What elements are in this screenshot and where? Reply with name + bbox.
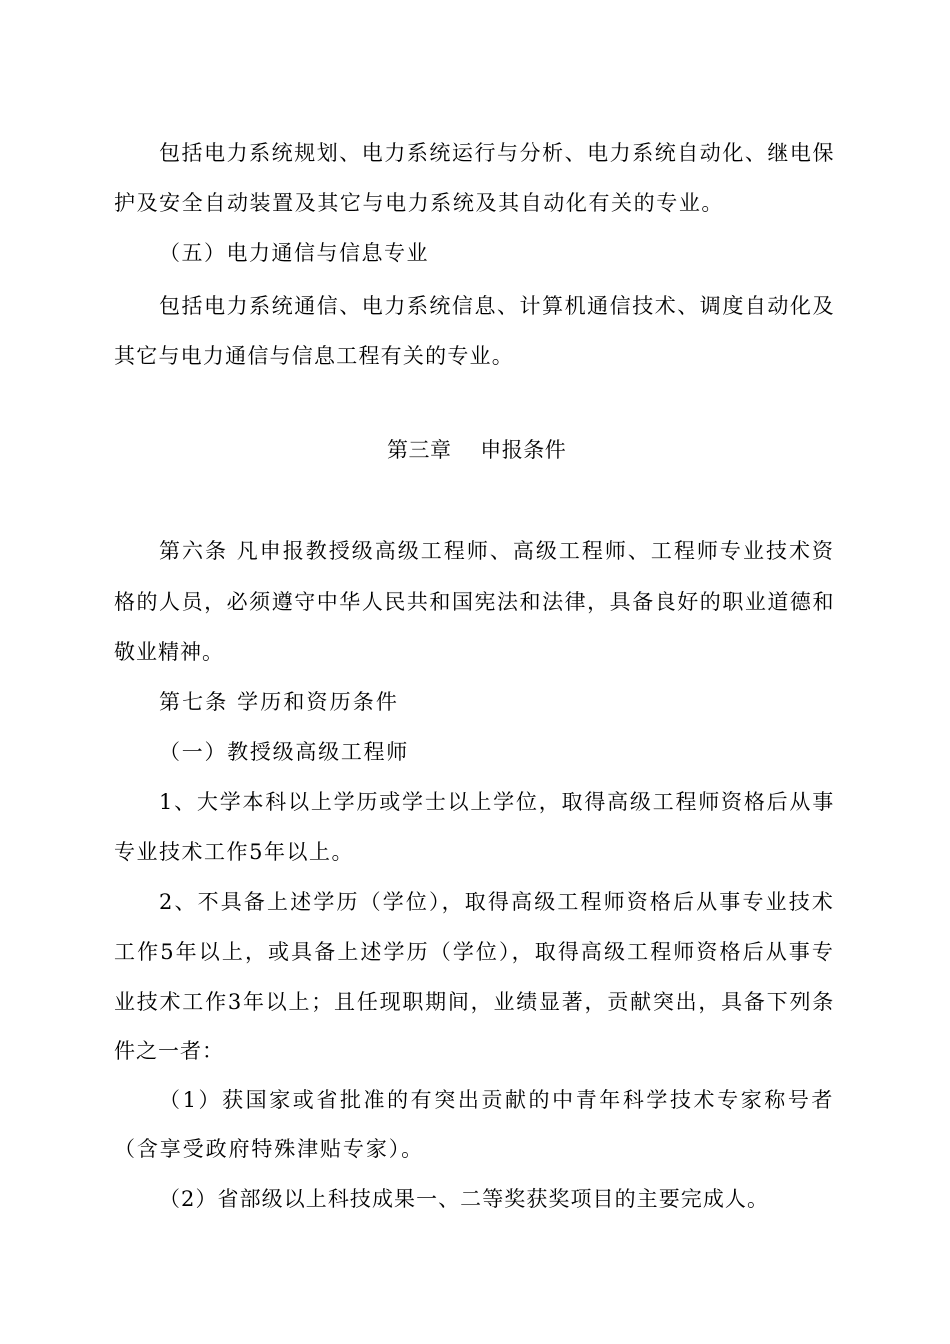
text-line: 包括电力系统规划、电力系统运行与分析、电力系统自动化、继电保 <box>159 141 835 165</box>
text-line: 1、大学本科以上学历或学士以上学位，取得高级工程师资格后从事 <box>159 790 835 814</box>
text-line: 件之一者： <box>114 1039 224 1063</box>
text-line: （1）获国家或省批准的有突出贡献的中青年科学技术专家称号者 <box>159 1088 835 1112</box>
section-heading: （五）电力通信与信息专业 <box>159 241 429 265</box>
text-line: 2、不具备上述学历（学位），取得高级工程师资格后从事专业技术 <box>159 890 835 914</box>
text-line: 第六条 凡申报教授级高级工程师、高级工程师、工程师专业技术资 <box>159 539 835 563</box>
chapter-heading: 第三章 申报条件 <box>387 438 567 462</box>
article-heading: 第七条 学历和资历条件 <box>159 690 399 714</box>
text-line: （含享受政府特殊津贴专家）。 <box>114 1137 424 1161</box>
text-line: 其它与电力通信与信息工程有关的专业。 <box>114 344 514 368</box>
text-line: 护及安全自动装置及其它与电力系统及其自动化有关的专业。 <box>114 191 724 215</box>
section-heading: （一）教授级高级工程师 <box>159 740 409 764</box>
text-line: 敬业精神。 <box>114 640 224 664</box>
text-line: （2）省部级以上科技成果一、二等奖获奖项目的主要完成人。 <box>159 1187 769 1211</box>
text-line: 工作5年以上，或具备上述学历（学位），取得高级工程师资格后从事专 <box>114 940 835 964</box>
text-line: 业技术工作3年以上；且任现职期间，业绩显著，贡献突出，具备下列条 <box>114 990 835 1014</box>
text-line: 格的人员，必须遵守中华人民共和国宪法和法律，具备良好的职业道德和 <box>114 590 835 614</box>
text-line: 包括电力系统通信、电力系统信息、计算机通信技术、调度自动化及 <box>159 294 835 318</box>
text-line: 专业技术工作5年以上。 <box>114 840 354 864</box>
